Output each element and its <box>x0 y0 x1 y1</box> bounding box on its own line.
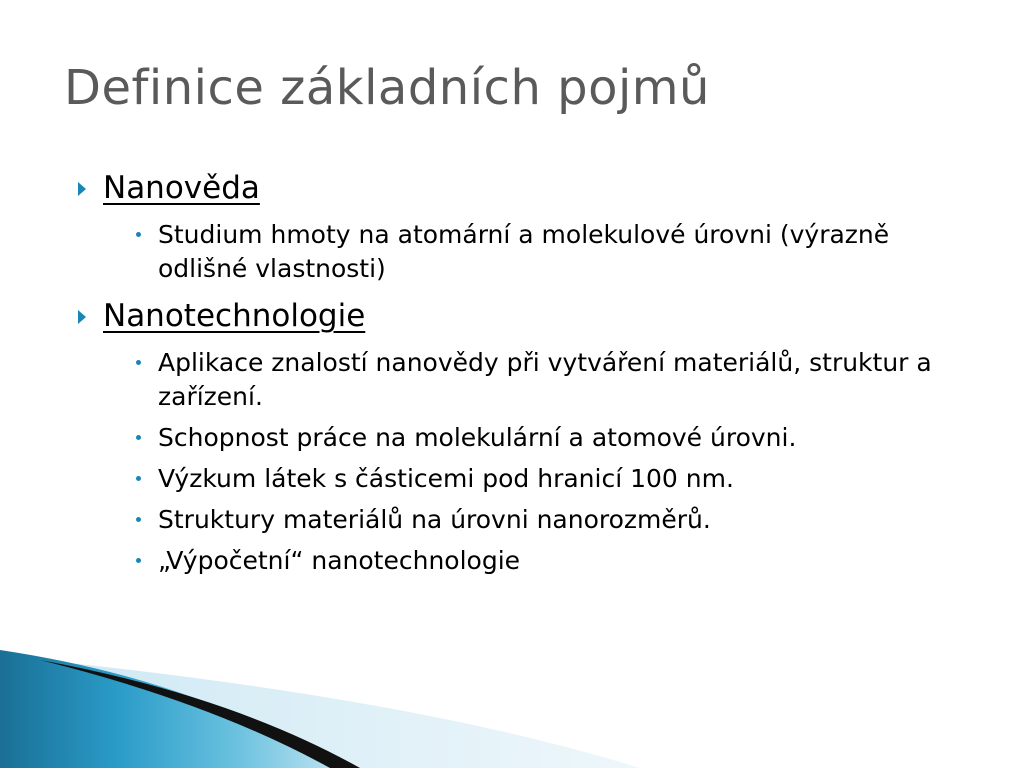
level2-item <box>158 462 956 496</box>
dot-icon <box>136 558 141 563</box>
level2-item <box>158 503 956 537</box>
level2-text: Struktury materiálů na úrovni nanorozměrů. <box>158 505 711 534</box>
triangle-right-icon <box>78 182 86 196</box>
level2-item <box>158 421 956 455</box>
level2-text: Schopnost práce na molekulární a atomové úrovni. <box>158 423 797 452</box>
level1-heading: Nanověda <box>103 170 260 206</box>
dot-icon <box>136 517 141 522</box>
level2-text: „Výpočetní“ nanotechnologie <box>158 546 521 575</box>
level2-item <box>158 346 956 414</box>
triangle-right-icon <box>78 310 86 324</box>
slide-content <box>76 168 956 588</box>
dot-icon <box>136 435 141 440</box>
level2-item <box>158 544 956 578</box>
level2-text: Výzkum látek s částicemi pod hranicí 100 nm. <box>158 464 734 493</box>
level1-item-nanoveda <box>76 168 956 208</box>
level1-item-nanotechnologie <box>76 296 956 336</box>
bottom-wave-decoration <box>0 640 1024 768</box>
slide-title: Definice základních pojmů <box>64 60 710 116</box>
level2-list <box>76 346 956 578</box>
level1-heading: Nanotechnologie <box>103 298 366 334</box>
level2-text: Studium hmoty na atomární a molekulové úrovni (výrazně odlišné vlastnosti) <box>158 220 890 283</box>
dot-icon <box>136 476 141 481</box>
dot-icon <box>136 360 141 365</box>
level2-item <box>158 218 956 286</box>
dot-icon <box>136 232 141 237</box>
level2-list <box>76 218 956 286</box>
level2-text: Aplikace znalostí nanovědy při vytváření materiálů, struktur a zařízení. <box>158 348 932 411</box>
